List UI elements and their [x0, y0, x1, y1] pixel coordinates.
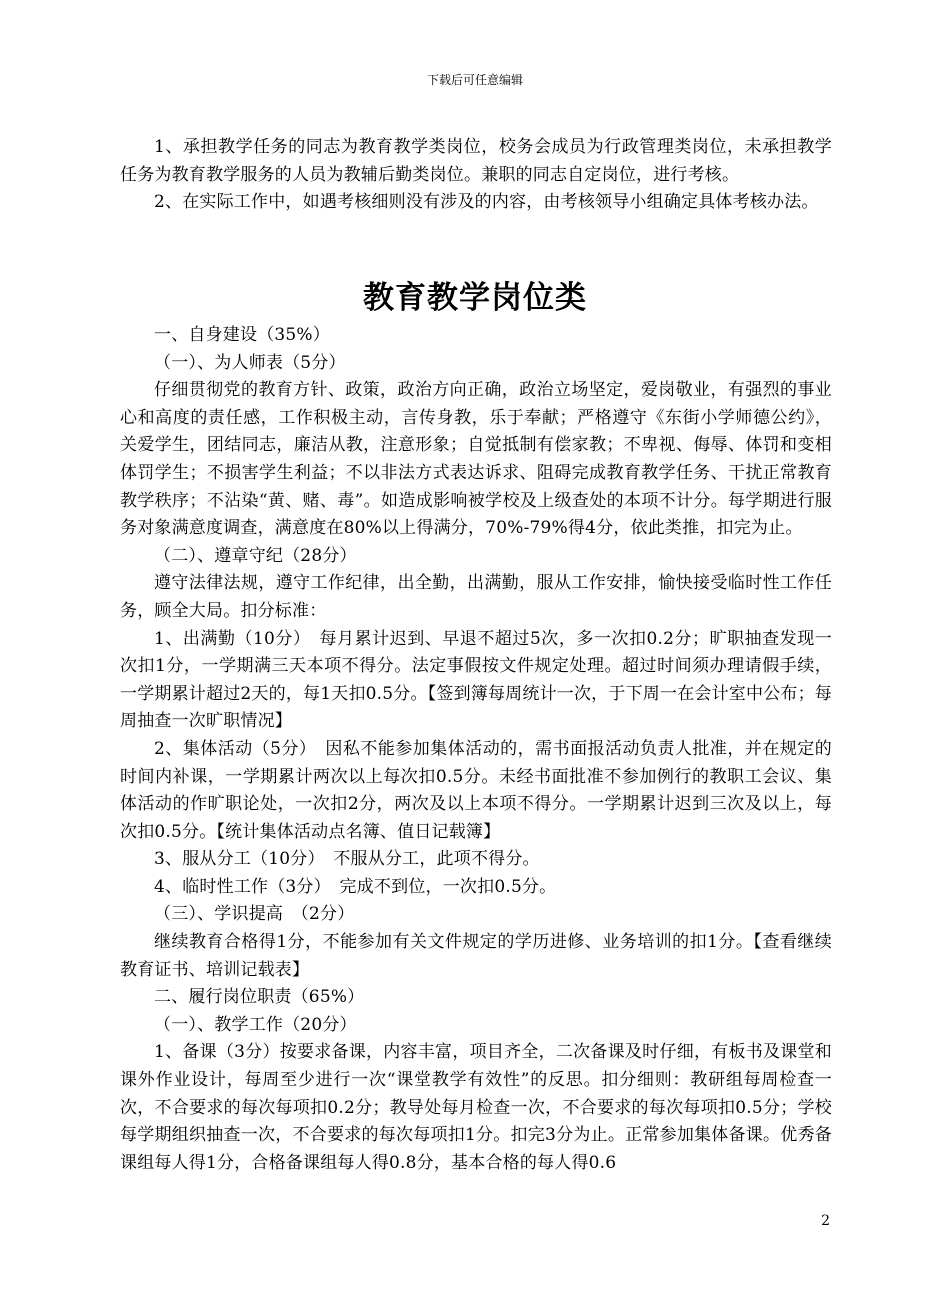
note-paragraph: 1、承担教学任务的同志为教育教学类岗位，校务会成员为行政管理类岗位，未承担教学任务为教育教学服务的人员为教辅后勤类岗位。兼职的同志自定岗位，进行考核。 [120, 137, 832, 185]
body-paragraph: 3、服从分工（10分） 不服从分工，此项不得分。 [154, 849, 540, 870]
body-paragraph: 2、集体活动（5分） 因私不能参加集体活动的，需书面报活动负责人批准，并在规定的时间内补课，一学期累计两次以上每次扣0.5分。未经书面批准不参加例行的教职工会议、集体活动的作旷职论处，一次扣2分，两次及以上本项不得分。一学期累计迟到三次及以上，每次扣0.5分。【统计集体活动点名簿、值日记载簿】 [120, 738, 832, 842]
page-header: 下载后可任意编辑 [426, 73, 523, 87]
page-number: 2 [821, 1213, 830, 1229]
heading-level-2: （三）、学识提高 （2分） [154, 904, 355, 925]
note-paragraph: 2、在实际工作中，如遇考核细则没有涉及的内容，由考核领导小组确定具体考核办法。 [154, 192, 819, 213]
heading-level-1: 一、自身建设（35%） [154, 325, 330, 345]
body-paragraph: 继续教育合格得1分，不能参加有关文件规定的学历进修、业务培训的扣1分。【查看继续教育证书、培训记载表】 [120, 932, 832, 980]
body-paragraph: 4、临时性工作（3分） 完成不到位，一次扣0.5分。 [154, 876, 557, 897]
heading-level-2: （一）、教学工作（20分） [154, 1014, 357, 1035]
body-paragraph: 遵守法律法规，遵守工作纪律，出全勤，出满勤，服从工作安排，愉快接受临时性工作任务，顾全大局。扣分标准： [120, 573, 832, 621]
notes-block [120, 134, 832, 217]
body-paragraph: 1、出满勤（10分） 每月累计迟到、早退不超过5次，多一次扣0.2分；旷职抽查发现一次扣1分，一学期满三天本项不得分。法定事假按文件规定处理。超过时间须办理请假手续，一学期累计超过2天的，每1天扣0.5分。【签到簿每周统计一次，于下周一在会计室中公布；每周抽查一次旷职情况】 [120, 628, 832, 732]
heading-level-2: （二）、遵章守纪（28分） [154, 545, 357, 566]
heading-level-2: （一）、为人师表（5分） [154, 352, 346, 373]
section-title: 教育教学岗位类 [363, 280, 587, 316]
body-text [120, 322, 832, 1177]
body-paragraph: 仔细贯彻党的教育方针、政策，政治方向正确，政治立场坚定，爱岗敬业，有强烈的事业心和高度的责任感，工作积极主动，言传身教，乐于奉献；严格遵守《东街小学师德公约》，关爱学生，团结同志，廉洁从教，注意形象；自觉抵制有偿家教；不卑视、侮辱、体罚和变相体罚学生；不损害学生利益；不以非法方式表达诉求、阻碍完成教育教学任务、干扰正常教育教学秩序；不沾染“黄、赌、毒”。如造成影响被学校及上级查处的本项不计分。每学期进行服务对象满意度调查，满意度在80%以上得满分，70%-79%得4分，依此类推，扣完为止。 [120, 380, 832, 539]
heading-level-1: 二、履行岗位职责（65%） [154, 987, 365, 1008]
body-paragraph: 1、备课（3分）按要求备课，内容丰富，项目齐全，二次备课及时仔细，有板书及课堂和课外作业设计，每周至少进行一次“课堂教学有效性”的反思。扣分细则：教研组每周检查一次，不合要求的每次每项扣0.2分；教导处每月检查一次，不合要求的每次每项扣0.5分；学校每学期组织抽查一次，不合要求的每次每项扣1分。扣完3分为止。正常参加集体备课。优秀备课组每人得1分，合格备课组每人得0.8分，基本合格的每人得0.6 [120, 1042, 832, 1173]
